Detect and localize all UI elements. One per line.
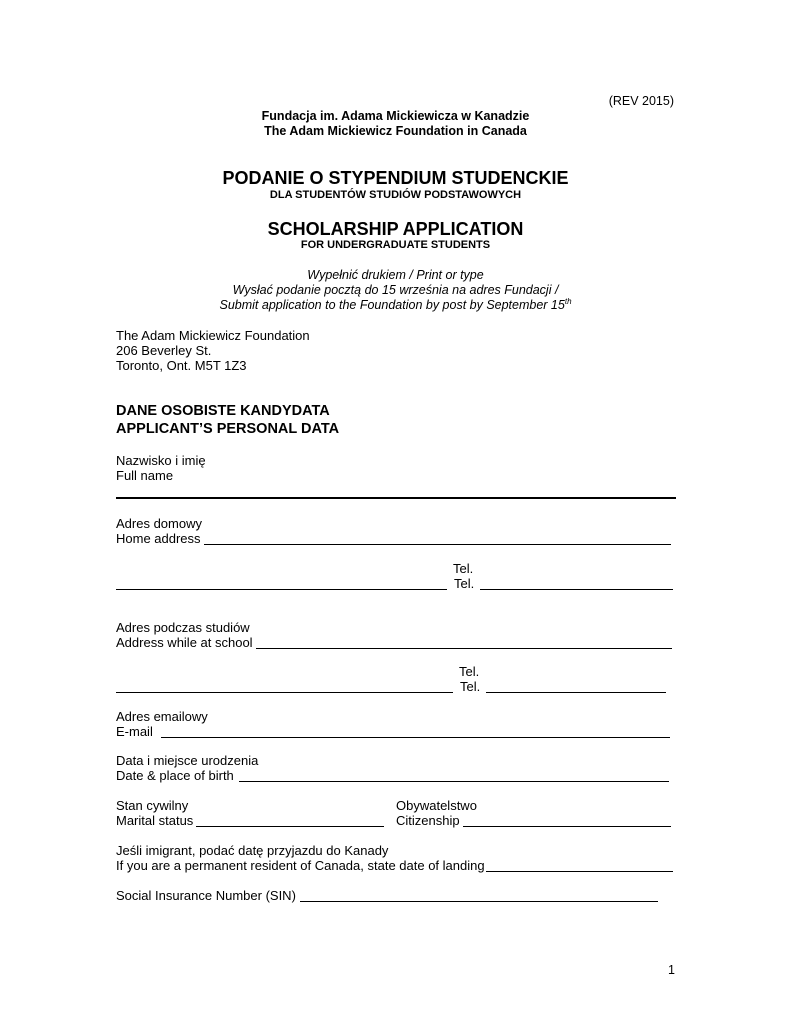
landing-label-pl: Jeśli imigrant, podać datę przyjazdu do Kanady xyxy=(116,843,389,858)
email-label-en: E-mail xyxy=(116,724,153,739)
birth-label-en: Date & place of birth xyxy=(116,768,234,783)
birth-field[interactable] xyxy=(239,781,669,782)
email-field[interactable] xyxy=(161,737,670,738)
school-address-field[interactable] xyxy=(256,648,672,649)
school-tel-field[interactable] xyxy=(486,692,666,693)
school-address-field-2[interactable] xyxy=(116,692,453,693)
email-label-pl: Adres emailowy xyxy=(116,709,208,724)
subtitle-en: FOR UNDERGRADUATE STUDENTS xyxy=(300,239,491,251)
marital-field[interactable] xyxy=(196,826,384,827)
address-line-1: The Adam Mickiewicz Foundation xyxy=(116,328,310,343)
instruction-mail-en-sup: th xyxy=(564,296,572,306)
home-address-label-en: Home address xyxy=(116,531,201,546)
address-line-3: Toronto, Ont. M5T 1Z3 xyxy=(116,358,247,373)
sin-field[interactable] xyxy=(300,901,658,902)
landing-label-en: If you are a permanent resident of Canada, state date of landing xyxy=(116,858,485,873)
address-line-2: 206 Beverley St. xyxy=(116,343,212,358)
page-number: 1 xyxy=(668,963,675,977)
home-address-label-pl: Adres domowy xyxy=(116,516,202,531)
section-title-en: APPLICANT’S PERSONAL DATA xyxy=(116,421,340,437)
section-title-pl: DANE OSOBISTE KANDYDATA xyxy=(116,403,330,419)
marital-label-en: Marital status xyxy=(116,813,194,828)
instruction-mail-en-text: Submit application to the Foundation by post by September 15 xyxy=(219,298,565,312)
citizenship-label-pl: Obywatelstwo xyxy=(396,798,477,813)
citizenship-field[interactable] xyxy=(463,826,671,827)
school-tel-label-pl: Tel. xyxy=(459,664,480,679)
landing-field[interactable] xyxy=(486,871,673,872)
org-name-pl: Fundacja im. Adama Mickiewicza w Kanadzie xyxy=(261,109,530,123)
home-address-field[interactable] xyxy=(204,544,671,545)
citizenship-label-en: Citizenship xyxy=(396,813,460,828)
home-tel-label-pl: Tel. xyxy=(453,561,474,576)
school-address-label-en: Address while at school xyxy=(116,635,253,650)
instruction-print: Wypełnić drukiem / Print or type xyxy=(307,268,484,282)
title-en: SCHOLARSHIP APPLICATION xyxy=(267,219,524,239)
home-address-field-2[interactable] xyxy=(116,589,447,590)
instruction-mail-pl: Wysłać podanie pocztą do 15 września na adres Fundacji / xyxy=(232,283,559,297)
revision-label: (REV 2015) xyxy=(608,94,674,108)
full-name-field[interactable] xyxy=(116,497,676,499)
instruction-mail-en xyxy=(0,298,791,313)
full-name-label-en: Full name xyxy=(116,468,174,483)
full-name-label-pl: Nazwisko i imię xyxy=(116,453,206,468)
school-address-label-pl: Adres podczas studiów xyxy=(116,620,250,635)
home-tel-field[interactable] xyxy=(480,589,673,590)
marital-label-pl: Stan cywilny xyxy=(116,798,189,813)
title-pl: PODANIE O STYPENDIUM STUDENCKIE xyxy=(222,168,569,188)
org-name-en: The Adam Mickiewicz Foundation in Canada xyxy=(264,124,527,138)
sin-label: Social Insurance Number (SIN) xyxy=(116,888,296,903)
birth-label-pl: Data i miejsce urodzenia xyxy=(116,753,259,768)
subtitle-pl: DLA STUDENTÓW STUDIÓW PODSTAWOWYCH xyxy=(269,189,522,201)
school-tel-label-en: Tel. xyxy=(460,679,481,694)
home-tel-label-en: Tel. xyxy=(454,576,475,591)
